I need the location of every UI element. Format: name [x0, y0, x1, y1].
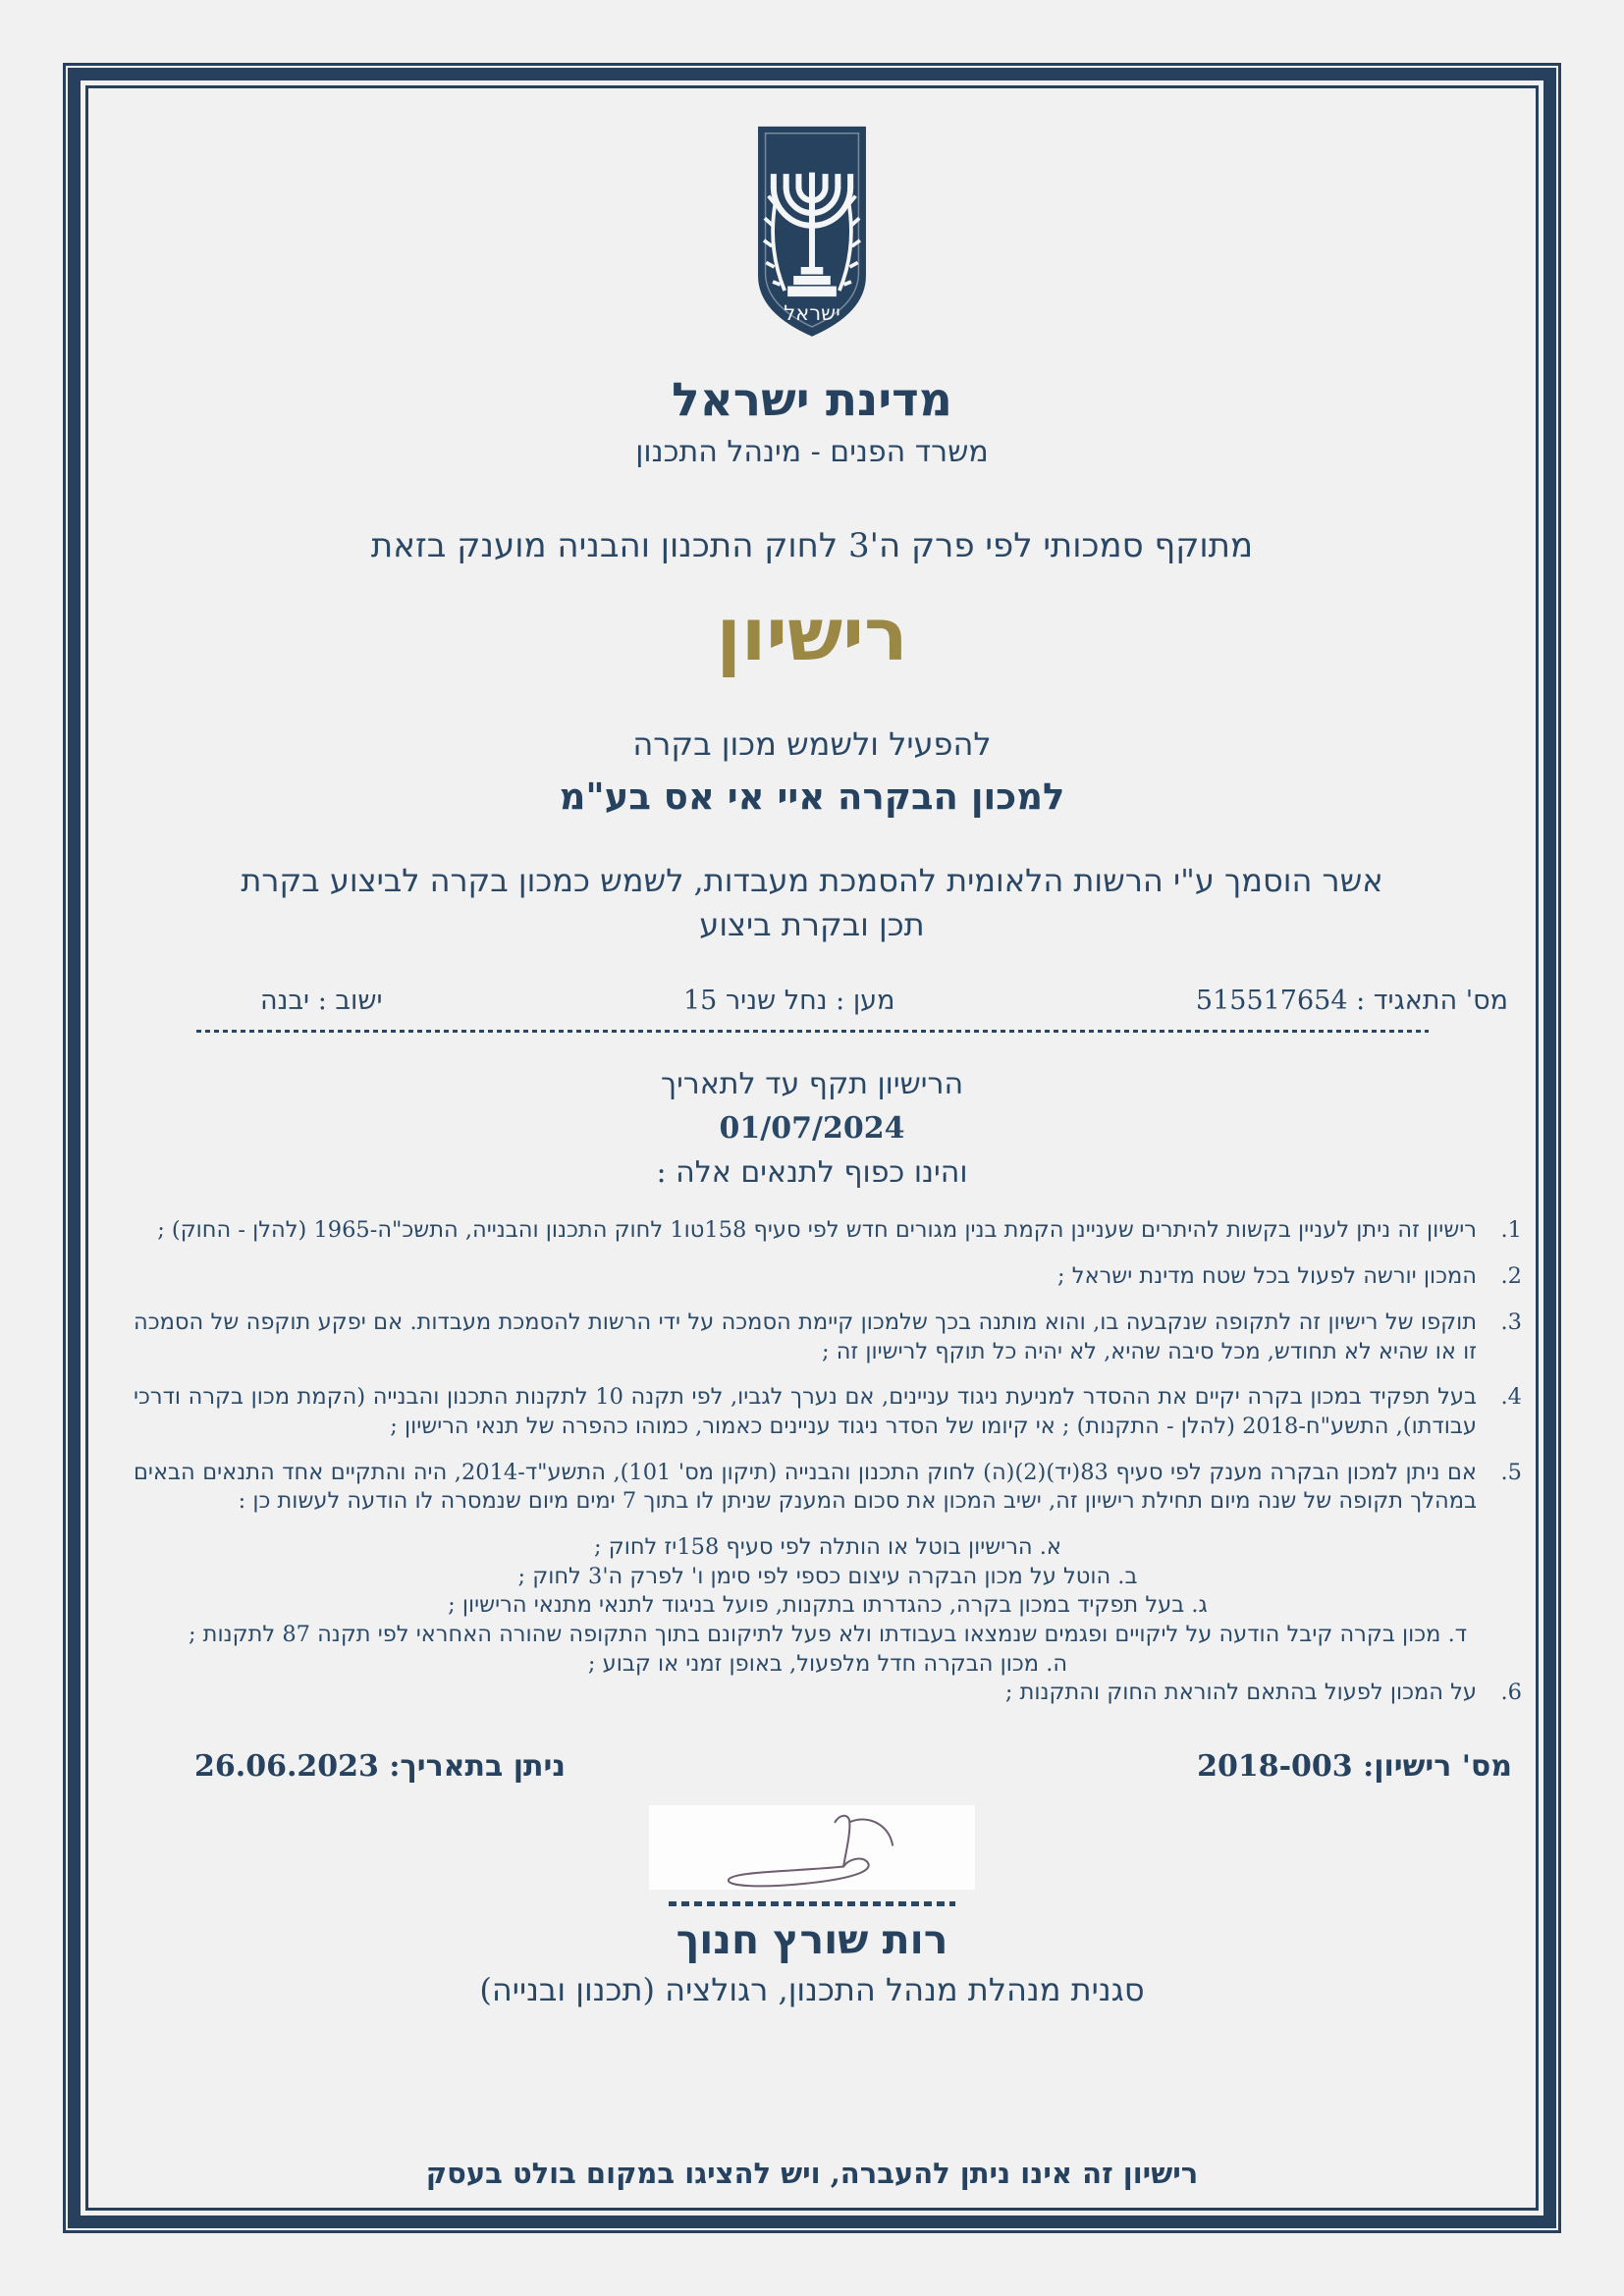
valid-until-label: הרישיון תקף עד לתאריך	[660, 1067, 964, 1102]
conditions-list	[134, 1216, 1522, 1708]
decorative-border	[63, 63, 1561, 2233]
issue-date-value: 26.06.2023	[194, 1749, 379, 1785]
subitem-d: ד. מכון בקרה קיבל הודעה על ליקויים ופגמים שנמצאו בעבודתו ולא פעל לתיקונם בתוך התקופה שהורה האחראי לפי תקנה 87 לתקנות ;	[188, 1622, 1468, 1648]
condition-number: 3.	[1500, 1308, 1522, 1335]
license-number-label: מס' רישיון:	[1363, 1749, 1512, 1785]
license-number-field	[1197, 1749, 1512, 1784]
signature-dotted-line	[669, 1901, 955, 1906]
issue-date-field	[194, 1749, 566, 1784]
condition-number: 1.	[1500, 1217, 1522, 1244]
condition-number: 4.	[1500, 1384, 1522, 1411]
address-label: מען :	[836, 986, 895, 1017]
corp-id-value: 515517654	[1195, 986, 1348, 1017]
state-name: מדינת ישראל	[672, 373, 952, 427]
issuance-row	[88, 1749, 1536, 1784]
purpose-line: להפעיל ולשמש מכון בקרה	[632, 724, 992, 763]
address-value: נחל שניר 15	[683, 986, 828, 1017]
signature-block	[88, 1805, 1536, 2011]
footer-notice: רישיון זה אינו ניתן להעברה, ויש להציגו במקום בולט בעסק	[425, 2157, 1199, 2190]
condition-number: 5.	[1500, 1459, 1522, 1485]
condition-item-6	[134, 1679, 1522, 1708]
conditions-intro: והינו כפוף לתנאים אלה :	[656, 1155, 968, 1191]
corporate-details-row	[88, 986, 1536, 1016]
signer-title: סגנית מנהלת מנהל התכנון, רגולציה (תכנון ובנייה)	[479, 1971, 1145, 2009]
subitem-b: ב. הוטל על מכון הבקרה עיצום כספי לפי סימן ו' לפרק ה'3 לחוק ;	[517, 1563, 1138, 1589]
israel-state-emblem-icon	[749, 122, 875, 355]
emblem-container	[88, 122, 1536, 359]
condition-item-1	[134, 1216, 1522, 1246]
condition-item-3	[134, 1308, 1522, 1366]
condition-item-2	[134, 1262, 1522, 1292]
document-content	[88, 88, 1536, 2208]
dashed-separator	[196, 1030, 1429, 1033]
valid-until-date: 01/07/2024	[719, 1111, 905, 1147]
issue-date-label: ניתן בתאריך:	[389, 1749, 566, 1785]
license-title: רישיון	[716, 592, 908, 677]
accreditation-line: אשר הוסמך ע"י הרשות הלאומית להסמכת מעבדות, לשמש כמכון בקרה לביצוע בקרת תכן ובקרת ביצוע	[241, 861, 1383, 943]
handwritten-signature-icon	[649, 1805, 975, 1890]
address-field	[683, 986, 894, 1016]
city-field	[260, 986, 383, 1016]
license-number-value: 2018-003	[1197, 1749, 1353, 1785]
city-value: יבנה	[260, 986, 310, 1017]
condition-text: המכון יורשה לפעול בכל שטח מדינת ישראל ;	[1057, 1263, 1477, 1290]
department-name: משרד הפנים - מינהל התכנון	[635, 435, 989, 470]
condition-text: תוקפו של רישיון זה לתקופה שנקבעה בו, והוא מותנה בכך שלמכון קיימת הסמכה על ידי הרשות להסמכת מעבדות. אם יפקע תוקפה של הסמכה זו או שהיא לא תחודש, מכל סיבה שהיא, לא יהיה כל תוקף לרישיון זה ;	[134, 1308, 1477, 1364]
condition-text: אם ניתן למכון הבקרה מענק לפי סעיף 83(יד)(2)(ה) לחוק התכנון והבנייה (תיקון מס' 101), התשע"ד-2014, היה והתקיים אחד התנאים הבאים במהלך תקופה של שנה מיום תחילת רישיון זה, ישיב המכון את סכום המענק שניתן לו בתוך 7 ימים מיום שנמסרה לו הודעה לעשות כן :	[134, 1459, 1477, 1515]
subitem-a: א. הרישיון בוטל או הותלה לפי סעיף 158יז לחוק ;	[594, 1533, 1061, 1560]
corp-id-field	[1196, 986, 1508, 1016]
condition-item-4	[134, 1383, 1522, 1441]
validity-block	[88, 1062, 1536, 1195]
grantee-name: למכון הבקרה איי אי אס בע"מ	[559, 774, 1065, 818]
authority-line: מתוקף סמכותי לפי פרק ה'3 לחוק התכנון והבניה מוענק בזאת	[370, 526, 1254, 566]
signature-image	[649, 1805, 975, 1890]
condition-number: 6.	[1500, 1680, 1522, 1706]
condition-text: רישיון זה ניתן לעניין בקשות להיתרים שעניינן הקמת בנין מגורים חדש לפי סעיף 158טו1 לחוק התכנון והבנייה, התשכ"ה-1965 (להלן - החוק) ;	[157, 1217, 1477, 1244]
condition-text: על המכון לפעול בהתאם להוראת החוק והתקנות ;	[1004, 1680, 1477, 1706]
condition-number: 2.	[1500, 1263, 1522, 1290]
emblem-label: ישראל	[784, 300, 840, 326]
subitem-c: ג. בעל תפקיד במכון בקרה, כהגדרתו בתקנות, פועל בניגוד לתנאי מתנאי הרישיון ;	[448, 1592, 1208, 1619]
condition-text: בעל תפקיד במכון בקרה יקיים את ההסדר למניעת ניגוד עניינים, אם נערך לגביו, לפי תקנה 10 לתקנות התכנון והבנייה (הקמת מכון בקרה ודרכי עבודתו), התשע"ח-2018 (להלן - התקנות) ; אי קיומו של הסדר ניגוד עניינים כאמור, כמוהו כהפרה של תנאי הרישיון ;	[134, 1384, 1477, 1439]
condition-subitems	[134, 1533, 1522, 1679]
condition-item-5	[134, 1459, 1522, 1680]
subitem-e: ה. מכון הבקרה חדל מלפעול, באופן זמני או קבוע ;	[587, 1650, 1068, 1677]
city-label: ישוב :	[317, 986, 383, 1017]
signer-name: רות שורץ חנוך	[676, 1916, 948, 1964]
corp-id-label: מס' התאגיד :	[1356, 986, 1508, 1017]
